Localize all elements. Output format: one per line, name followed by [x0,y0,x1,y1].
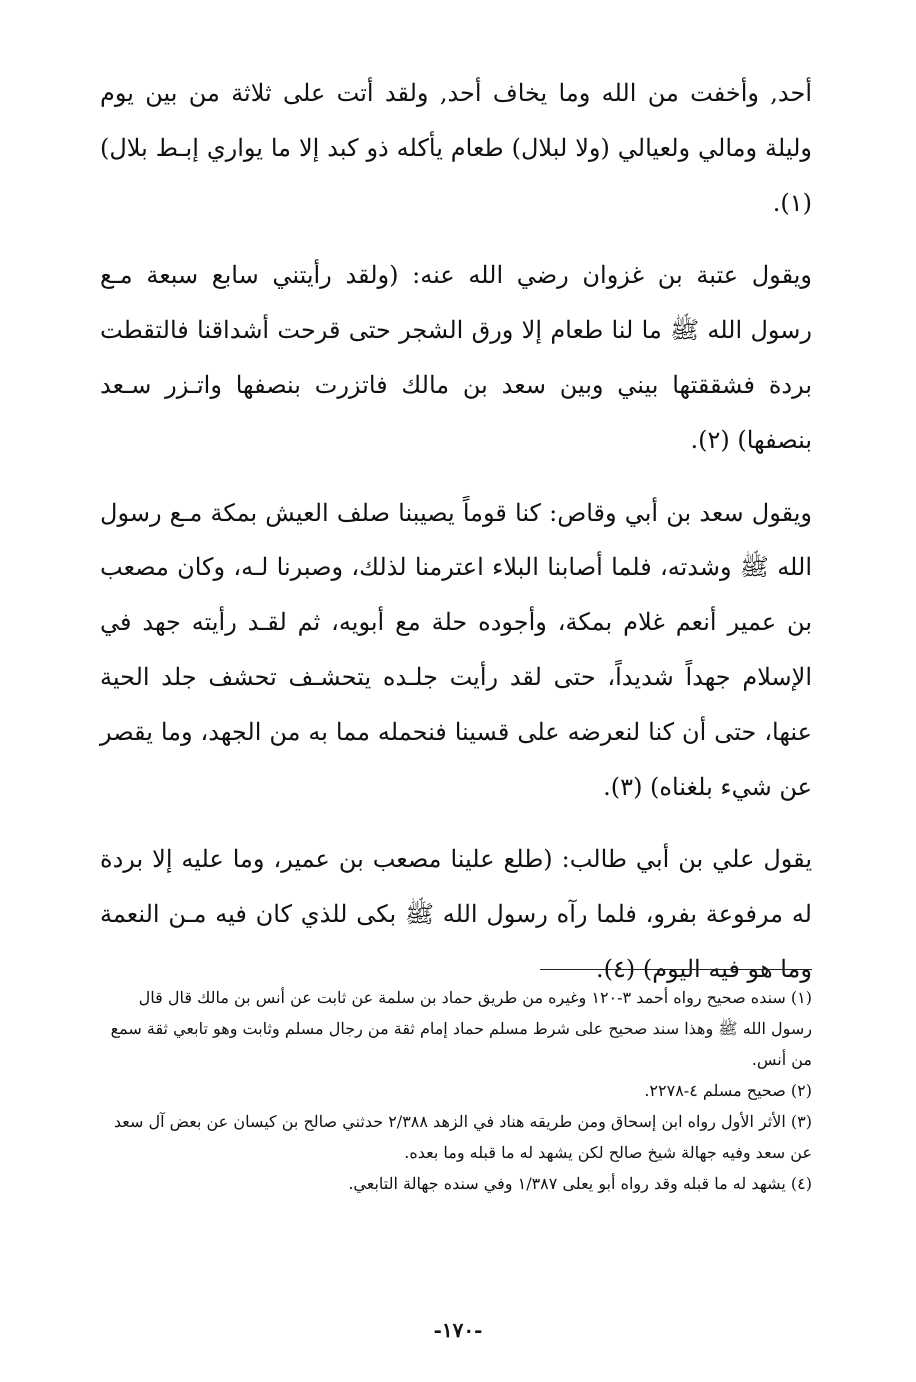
footnote-2: (٢) صحيح مسلم ٤-٢٢٧٨. [644,1081,812,1100]
paragraph-2: ويقول عتبة بن غزوان رضي الله عنه: (ولقد رأيتني سابع سبعة مـع رسول الله ﷺ ما لنا طعام إلا ورق الشجر حتى قرحت أشداقنا فالتقطت بردة فشققتها بيني وبين سعد بن مالك فاتزرت بنصفها واتـزر سـعد بنصفها) (٢). [100,261,812,454]
footnote-3: (٣) الأثر الأول رواه ابن إسحاق ومن طريقه هناد في الزهد ٢/٣٨٨ حدثني صالح بن كيسان عن بعض آل سعد عن سعد وفيه جهالة شيخ صالح لكن يشهد له ما قبله وما بعده. [113,1112,812,1162]
footnote-separator [540,969,812,970]
footnote-4: (٤) يشهد له ما قبله وقد رواه أبو يعلى ١/٣٨٧ وفي سنده جهالة التابعي. [348,1174,812,1193]
page-number: -١٧٠- [433,1318,483,1342]
paragraph-4: يقول علي بن أبي طالب: (طلع علينا مصعب بن عمير، وما عليه إلا بردة له مرفوعة بفرو، فلما رآه رسول الله ﷺ بكى للذي كان فيه مـن النعمة وما هو فيه اليوم) (٤). [100,845,812,983]
paragraph-1: أحد, وأخفت من الله وما يخاف أحد, ولقد أتت على ثلاثة من بين يوم وليلة ومالي ولعيالي (ولا لبلال) طعام يأكله ذو كبد إلا ما يواري إبـط بلال) (١). [100,79,812,217]
footnote-1: (١) سنده صحيح رواه أحمد ٣-١٢٠ وغيره من طريق حماد بن سلمة عن ثابت عن أنس بن مالك قال قال رسول الله ﷺ وهذا سند صحيح على شرط مسلم حماد إمام ثقة من رجال مسلم وثابت وهو تابعي ثقة سمع من أنس. [110,988,812,1069]
footnotes [100,982,812,1199]
paragraph-3: ويقول سعد بن أبي وقاص: كنا قوماً يصيبنا صلف العيش بمكة مـع رسول الله ﷺ وشدته، فلما أصابنا البلاء اعترمنا لذلك، وصبرنا لـه، وكان مصعب بن عمير أنعم غلام بمكة، وأجوده حلة مع أبويه، ثم لقـد رأيته جهد في الإسلام جهداً شديداً، حتى لقد رأيت جلـده يتحشـف تحشف جلد الحية عنها، حتى أن كنا لنعرضه على قسينا فنحمله مما به من الجهد، وما يقصر عن شيء بلغناه) (٣). [100,498,812,801]
main-text [100,66,812,1015]
